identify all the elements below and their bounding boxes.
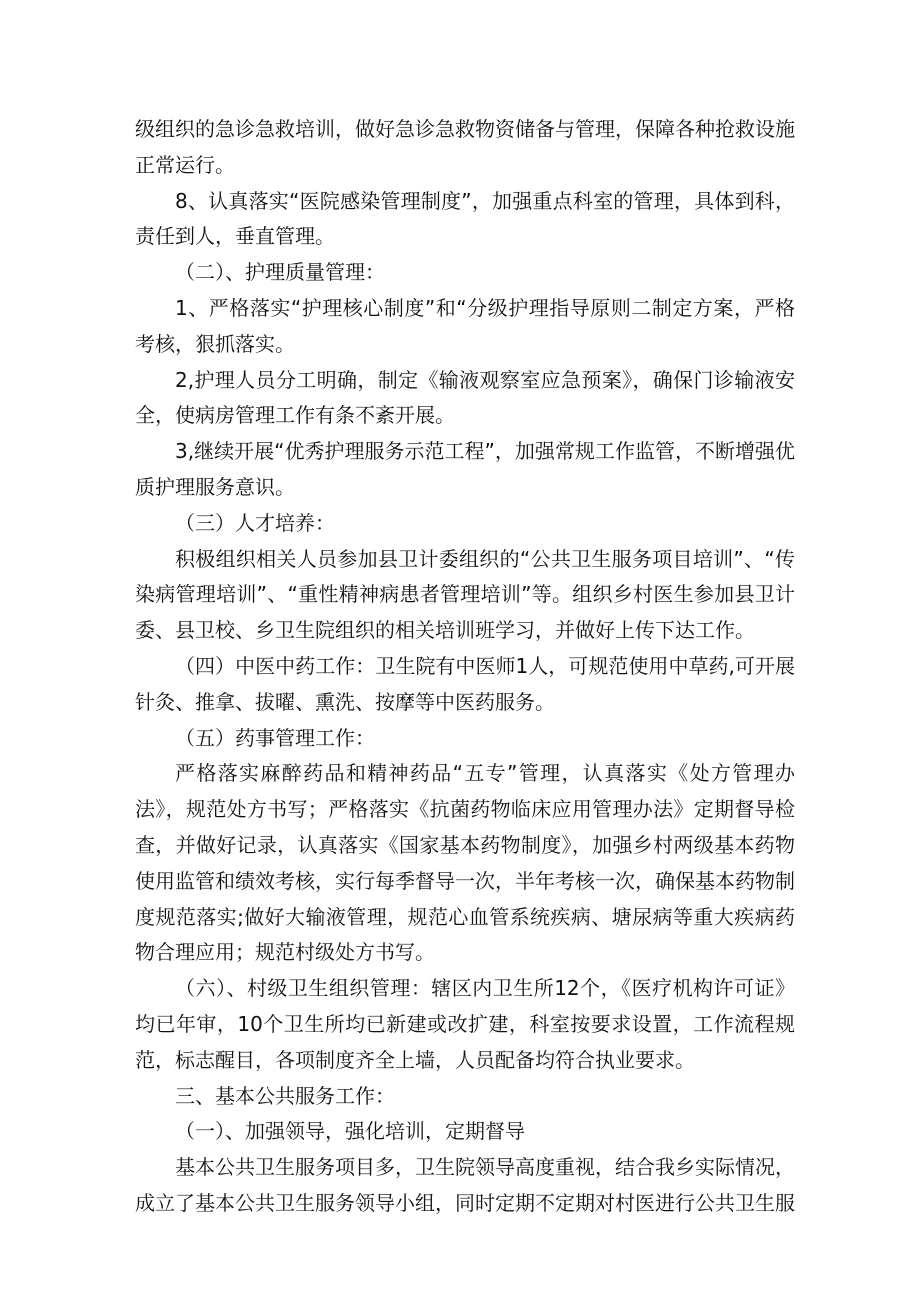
paragraph: 2,护理人员分工明确，制定《输液观察室应急预案》，确保门诊输液安全，使病房管理工作有条不紊开展。 (135, 367, 795, 428)
paragraph: 严格落实麻醉药品和精神药品“五专”管理，认真落实《处方管理办法》，规范处方书写；严格落实《抗菌药物临床应用管理办法》定期督导检查，并做好记录，认真落实《国家基本药物制度》，加强乡村两级基本药物使用监管和绩效考核，实行每季督导一次，半年考核一次，确保基本药物制度规范落实;做好大输液管理，规范心血管系统疾病、塘尿病等重大疾病药物合理应用；规范村级处方书写。 (135, 761, 795, 965)
section-heading: （五）药事管理工作： (175, 725, 375, 750)
paragraph: 积极组织相关人员参加县卫计委组织的“公共卫生服务项目培训”、“传染病管理培训”、“重性精神病患者管理培训”等。组织乡村医生参加县卫计委、县卫校、乡卫生院组织的相关培训班学习，并做好上传下达工作。 (135, 546, 795, 643)
section-heading: 三、基本公共服务工作： (175, 1083, 395, 1108)
section-heading: （三）人才培养： (175, 510, 335, 535)
paragraph: （六）、村级卫生组织管理：辖区内卫生所12个，《医疗机构许可证》均已年审，10个卫生所均已新建或改扩建，科室按要求设置，工作流程规范，标志醒目，各项制度齐全上墙，人员配备均符合执业要求。 (135, 976, 795, 1072)
paragraph: 基本公共卫生服务项目多，卫生院领导高度重视，结合我乡实际情况，成立了基本公共卫生服务领导小组，同时定期不定期对村医进行公共卫生服 (135, 1155, 795, 1215)
paragraph: 8、认真落实“医院感染管理制度”，加强重点科室的管理，具体到科，责任到人，垂直管理。 (135, 188, 795, 249)
paragraph: 级组织的急诊急救培训，做好急诊急救物资储备与管理，保障各种抢救设施正常运行。 (135, 117, 795, 177)
paragraph: （四）中医中药工作：卫生院有中医师1人，可规范使用中草药,可开展针灸、推拿、拔曜、熏洗、按摩等中医药服务。 (135, 653, 795, 714)
paragraph: 3,继续开展“优秀护理服务示范工程”，加强常规工作监管，不断增强优质护理服务意识。 (135, 439, 795, 499)
section-heading: （二）、护理质量管理： (175, 260, 385, 285)
section-heading: （一）、加强领导，强化培训，定期督导 (175, 1119, 525, 1144)
paragraph: 1、严格落实“护理核心制度”和“分级护理指导原则二制定方案，严格考核，狠抓落实。 (135, 295, 795, 356)
document-page (135, 112, 795, 1222)
